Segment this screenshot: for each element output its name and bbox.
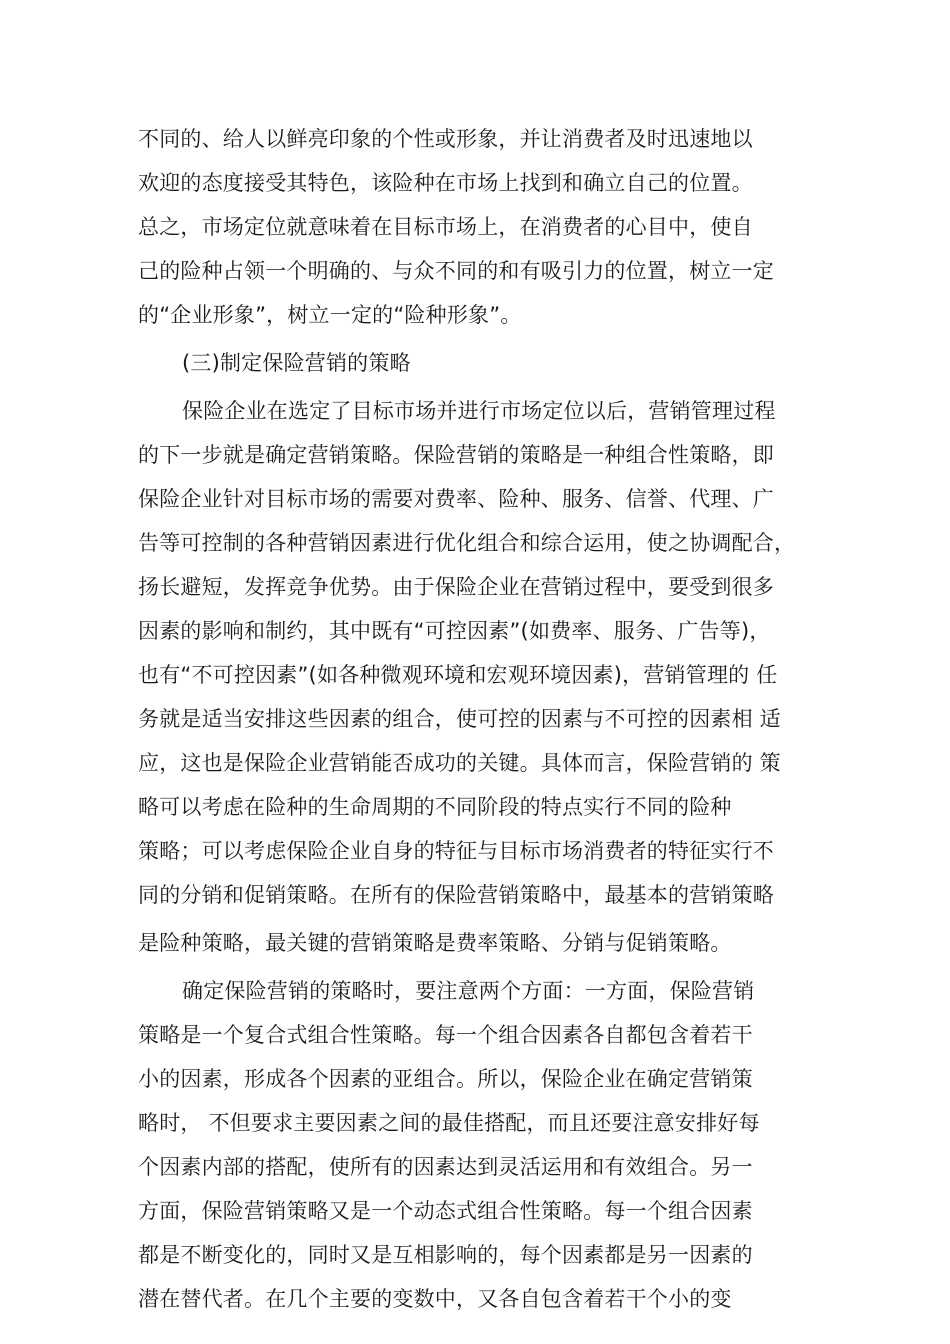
text-line: 告等可控制的各种营销因素进行优化组合和综合运用，使之协调配合， xyxy=(138,531,796,555)
text-line: 的“企业形象”，树立一定的“险种形象”。 xyxy=(138,303,522,327)
text-line: 潜在替代者。在几个主要的变数中，又各自包含着若干个小的变 xyxy=(138,1287,732,1311)
text-line: 扬长避短，发挥竞争优势。由于保险企业在营销过程中，要受到很多 xyxy=(138,575,774,599)
text-line: 应，这也是保险企业营销能否成功的关键。具体而言，保险营销的 策 xyxy=(138,751,781,775)
text-line: 略时， 不但要求主要因素之间的最佳搭配，而且还要注意安排好每 xyxy=(138,1111,760,1135)
text-line: 的下一步就是确定营销策略。保险营销的策略是一种组合性策略，即 xyxy=(138,443,774,467)
text-line: 也有“不可控因素”(如各种微观环境和宏观环境因素)，营销管理的 任 xyxy=(138,663,778,687)
text-line: 总之，市场定位就意味着在目标市场上，在消费者的心目中，使自 xyxy=(138,215,753,239)
text-line: 策略是一个复合式组合性策略。每一个组合因素各自都包含着若干 xyxy=(138,1023,753,1047)
text-line: 保险企业针对目标市场的需要对费率、险种、服务、信誉、代理、广 xyxy=(138,487,774,511)
text-line: 务就是适当安排这些因素的组合，使可控的因素与不可控的因素相 适 xyxy=(138,707,781,731)
text-line: 因素的影响和制约，其中既有“可控因素”(如费率、服务、广告等)， xyxy=(138,619,771,643)
text-line: 是险种策略，最关键的营销策略是费率策略、分销与促销策略。 xyxy=(138,931,732,955)
text-line: 己的险种占领一个明确的、与众不同的和有吸引力的位置，树立一定 xyxy=(138,259,774,283)
text-line: 同的分销和促销策略。在所有的保险营销策略中，最基本的营销策略 xyxy=(138,883,774,907)
text-line: 欢迎的态度接受其特色，该险种在市场上找到和确立自己的位置。 xyxy=(138,171,753,195)
text-line: 小的因素，形成各个因素的亚组合。所以，保险企业在确定营销策 xyxy=(138,1067,753,1091)
text-line: 策略；可以考虑保险企业自身的特征与目标市场消费者的特征实行不 xyxy=(138,839,774,863)
text-line: 方面，保险营销策略又是一个动态式组合性策略。每一个组合因素 xyxy=(138,1199,753,1223)
text-line: 确定保险营销的策略时，要注意两个方面：一方面，保险营销 xyxy=(182,979,755,1003)
text-line: 个因素内部的搭配，使所有的因素达到灵活运用和有效组合。另一 xyxy=(138,1155,753,1179)
text-line: 保险企业在选定了目标市场并进行市场定位以后，营销管理过程 xyxy=(182,399,776,423)
text-line: 都是不断变化的，同时又是互相影响的，每个因素都是另一因素的 xyxy=(138,1243,753,1267)
section-heading: (三)制定保险营销的策略 xyxy=(182,351,411,375)
text-line: 略可以考虑在险种的生命周期的不同阶段的特点实行不同的险种 xyxy=(138,795,732,819)
text-line: 不同的、给人以鲜亮印象的个性或形象，并让消费者及时迅速地以 xyxy=(138,127,753,151)
